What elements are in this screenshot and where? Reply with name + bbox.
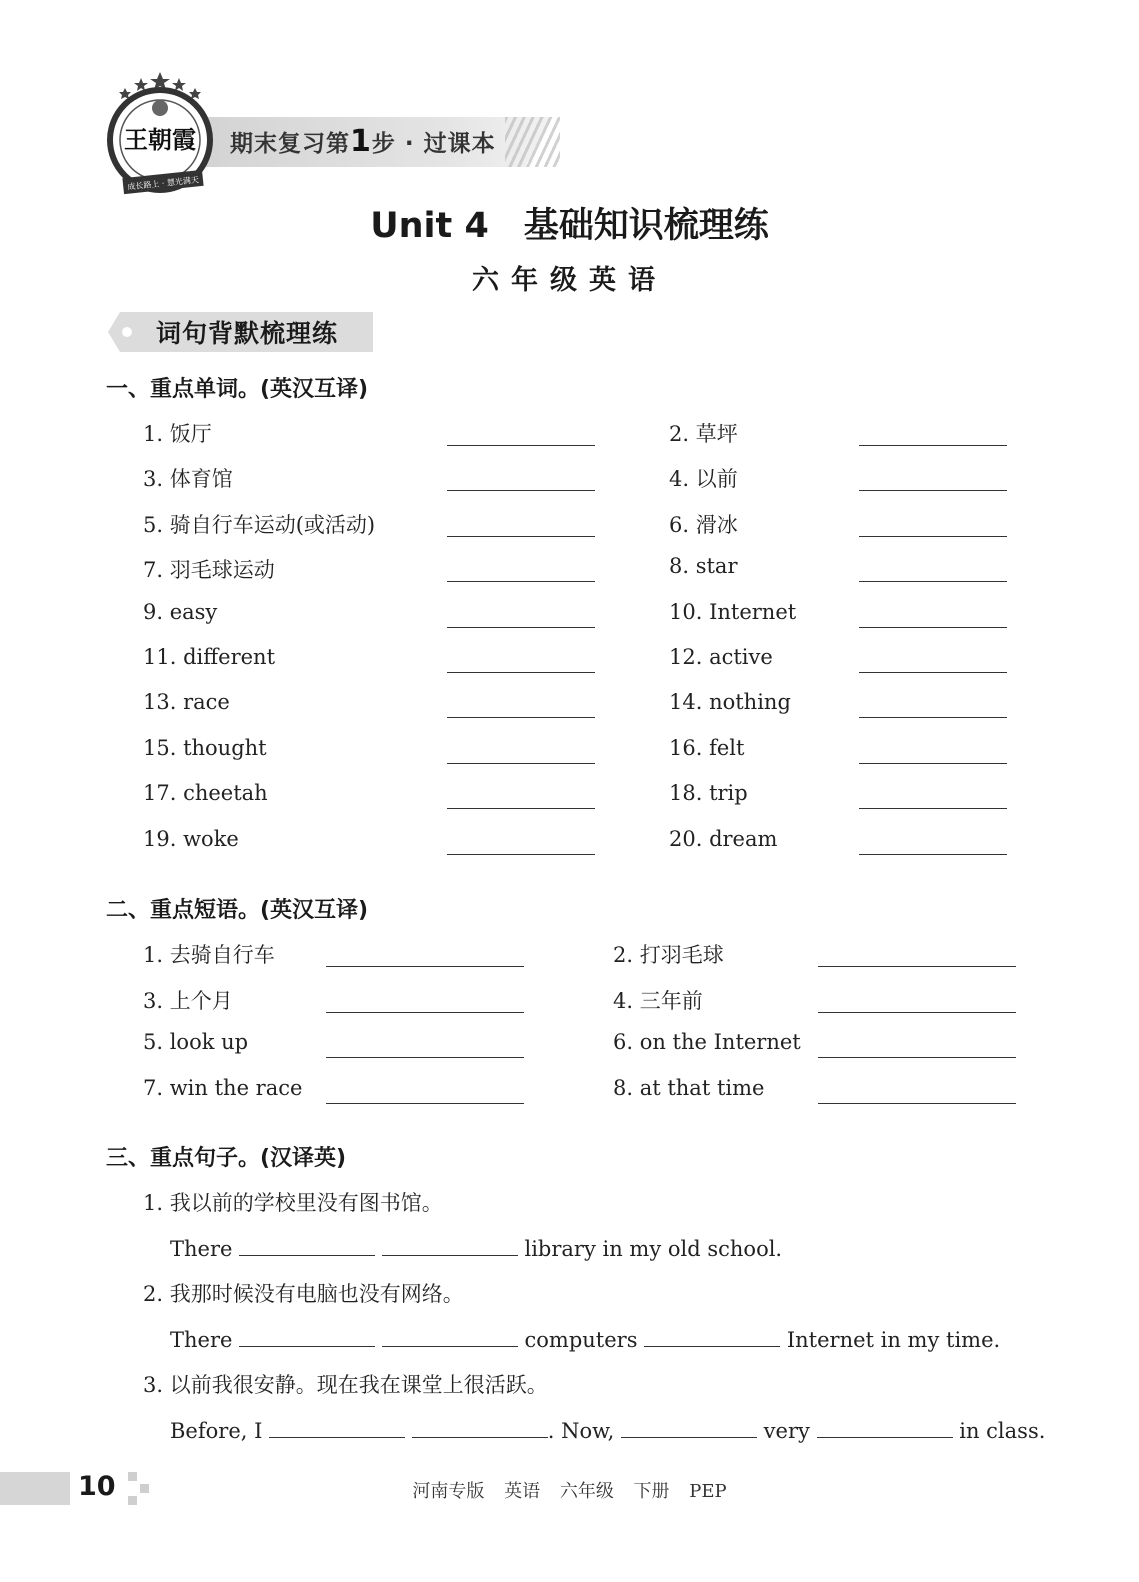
- sentence-2-part3: Internet in my time.: [786, 1328, 1001, 1352]
- sentence-3-part1: Before, I: [170, 1419, 263, 1443]
- word-item: 3. 体育馆: [143, 467, 233, 492]
- answer-blank[interactable]: [621, 1415, 757, 1438]
- answer-blank[interactable]: [644, 1324, 780, 1347]
- word-item: 7. 羽毛球运动: [143, 558, 275, 583]
- word-item: 16. felt: [669, 735, 745, 760]
- section-3-heading: 三、重点句子。(汉译英): [106, 1146, 347, 1171]
- word-item: 4. 以前: [669, 467, 738, 492]
- answer-blank[interactable]: [447, 763, 595, 764]
- answer-blank[interactable]: [818, 1012, 1016, 1013]
- answer-blank[interactable]: [859, 672, 1007, 673]
- sentence-2-part2: computers: [524, 1328, 638, 1352]
- sentence-1-part1: There: [170, 1237, 233, 1261]
- answer-blank[interactable]: [447, 490, 595, 491]
- answer-blank[interactable]: [326, 1057, 524, 1058]
- sentence-2-chinese: 2. 我那时候没有电脑也没有网络。: [143, 1282, 464, 1306]
- word-item: 5. 骑自行车运动(或活动): [143, 512, 376, 537]
- sentence-2-english: [170, 1324, 1000, 1352]
- phrase-item: 2. 打羽毛球: [613, 943, 724, 967]
- word-item: 20. dream: [669, 826, 778, 851]
- tag-hole: [122, 327, 132, 337]
- answer-blank[interactable]: [239, 1233, 375, 1256]
- header-band-stripes: [505, 117, 560, 167]
- phrase-item: 3. 上个月: [143, 988, 233, 1013]
- answer-blank[interactable]: [859, 854, 1007, 855]
- word-item: 2. 草坪: [669, 422, 738, 446]
- sentence-1-part2: library in my old school.: [524, 1237, 783, 1261]
- logo-ribbon-text: 成长路上 · 慧光满天: [127, 175, 200, 192]
- answer-blank[interactable]: [859, 717, 1007, 718]
- answer-blank[interactable]: [818, 1057, 1016, 1058]
- answer-blank[interactable]: [859, 763, 1007, 764]
- section-tag-label: 词句背默梳理练: [156, 319, 339, 348]
- word-item: 15. thought: [143, 735, 267, 760]
- answer-blank[interactable]: [326, 1103, 524, 1104]
- answer-blank[interactable]: [447, 536, 595, 537]
- phrase-item: 7. win the race: [143, 1075, 303, 1100]
- word-item: 10. Internet: [669, 599, 797, 624]
- sentence-1-chinese: 1. 我以前的学校里没有图书馆。: [143, 1191, 443, 1215]
- phrase-item: 1. 去骑自行车: [143, 943, 275, 967]
- phrase-item: 8. at that time: [613, 1075, 765, 1100]
- answer-blank[interactable]: [447, 445, 595, 446]
- word-item: 1. 饭厅: [143, 422, 212, 446]
- answer-blank[interactable]: [382, 1233, 518, 1256]
- sentence-3-part4: in class.: [959, 1419, 1046, 1443]
- word-item: 12. active: [669, 645, 773, 669]
- answer-blank[interactable]: [447, 581, 595, 582]
- word-item: 9. easy: [143, 599, 218, 624]
- sentence-3-english: [170, 1415, 1045, 1443]
- header-band-text: 期末复习第1步 · 过课本: [230, 124, 496, 159]
- sentence-2-part1: There: [170, 1328, 233, 1352]
- answer-blank[interactable]: [859, 490, 1007, 491]
- page-title: Unit 4 基础知识梳理练: [370, 206, 769, 246]
- answer-blank[interactable]: [239, 1324, 375, 1347]
- answer-blank[interactable]: [269, 1415, 405, 1438]
- answer-blank[interactable]: [859, 536, 1007, 537]
- answer-blank[interactable]: [859, 808, 1007, 809]
- logo-text: 王朝霞: [124, 125, 196, 154]
- word-item: 8. star: [669, 554, 738, 579]
- answer-blank[interactable]: [326, 1012, 524, 1013]
- word-item: 18. trip: [669, 781, 748, 806]
- answer-blank[interactable]: [447, 808, 595, 809]
- word-item: 14. nothing: [669, 690, 791, 715]
- answer-blank[interactable]: [447, 672, 595, 673]
- sentence-3-chinese: 3. 以前我很安静。现在我在课堂上很活跃。: [143, 1373, 548, 1397]
- sentence-3-part3: very: [763, 1419, 810, 1443]
- answer-blank[interactable]: [382, 1324, 518, 1347]
- word-item: 19. woke: [143, 826, 239, 851]
- answer-blank[interactable]: [859, 581, 1007, 582]
- section-1-heading: 一、重点单词。(英汉互译): [106, 377, 369, 402]
- answer-blank[interactable]: [447, 854, 595, 855]
- page-number: 10: [78, 1471, 116, 1502]
- answer-blank[interactable]: [817, 1415, 953, 1438]
- answer-blank[interactable]: [447, 717, 595, 718]
- answer-blank[interactable]: [818, 1103, 1016, 1104]
- word-item: 11. different: [143, 645, 276, 669]
- phrase-item: 5. look up: [143, 1030, 249, 1055]
- page-subtitle: 六年级英语: [472, 265, 667, 296]
- brand-logo: [103, 70, 218, 200]
- section-2-heading: 二、重点短语。(英汉互译): [106, 898, 369, 923]
- answer-blank[interactable]: [818, 966, 1016, 967]
- answer-blank[interactable]: [859, 627, 1007, 628]
- word-item: 13. race: [143, 690, 230, 715]
- answer-blank[interactable]: [447, 627, 595, 628]
- phrase-item: 4. 三年前: [613, 988, 703, 1013]
- footer-text: 河南专版 英语 六年级 下册 PEP: [412, 1481, 727, 1502]
- answer-blank[interactable]: [859, 445, 1007, 446]
- answer-blank[interactable]: [412, 1415, 548, 1438]
- answer-blank[interactable]: [326, 966, 524, 967]
- word-item: 6. 滑冰: [669, 512, 738, 537]
- phrase-item: 6. on the Internet: [613, 1030, 801, 1055]
- sentence-1-english: [170, 1233, 782, 1261]
- word-item: 17. cheetah: [143, 781, 268, 806]
- sentence-3-part2: . Now,: [547, 1419, 615, 1443]
